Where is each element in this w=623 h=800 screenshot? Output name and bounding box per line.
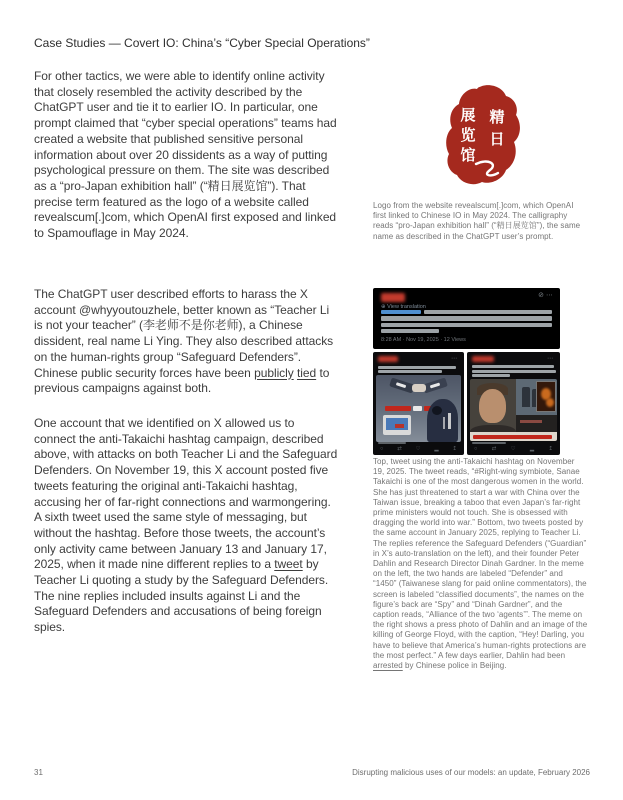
seal-char-zhan: 展	[460, 107, 476, 124]
inline-link[interactable]: arrested	[373, 661, 403, 671]
more-icon: ⋯	[546, 292, 555, 299]
text-segment: to previous campaigns against both.	[34, 365, 330, 396]
inline-link[interactable]: tweet	[274, 557, 303, 572]
handshake-sleeve-left	[389, 378, 415, 394]
body-paragraph	[34, 287, 338, 397]
engagement-row	[377, 446, 460, 453]
globe-icon: ⊕	[381, 303, 386, 310]
meme-image-dahlin-photo	[470, 379, 557, 441]
photo-strip-dark	[516, 415, 557, 432]
meme-caption-text-red	[385, 406, 411, 411]
inline-link[interactable]: tied	[297, 365, 317, 380]
tweet-card-bottom-left	[373, 352, 464, 455]
page-title: Case Studies — Covert IO: China’s “Cyber Special Operations”	[34, 36, 370, 50]
engagement-row	[471, 446, 556, 453]
page-number: 31	[34, 768, 43, 777]
more-icon: ⋯	[547, 356, 555, 362]
share-icon[interactable]: ↥	[452, 446, 457, 452]
views-icon[interactable]: ▂	[434, 446, 439, 452]
meme-image-alliance-of-agents	[376, 375, 461, 442]
tweet-card-bottom-right	[467, 352, 560, 455]
tweet-card-top	[373, 288, 560, 349]
handshake-sleeve-right	[422, 378, 448, 394]
tweet-text-line	[472, 370, 556, 373]
repost-icon[interactable]: ⇄	[397, 446, 402, 452]
hooded-spy-figure	[427, 399, 458, 442]
text-segment: The ChatGPT user described efforts to harass the X account @whyyoutouzhele, better known as “Teacher Li is not your teacher” (李老师不是你老师), a Chinese dissident, real name Li Ying. They also described attacks on the human-rights group “Safeguard Defenders”. Chinese public security forces have been	[34, 287, 334, 380]
text-segment: by Chinese police in Beijing.	[402, 661, 507, 671]
tweet-text-line	[381, 329, 439, 333]
view-translation-link[interactable]	[381, 304, 426, 310]
seal-char-ri: 日	[489, 131, 505, 148]
tweet-meta-blur	[472, 442, 506, 445]
views-icon[interactable]: ▂	[529, 446, 535, 452]
like-icon[interactable]: ♡	[510, 446, 516, 452]
tweet-text-line	[472, 365, 554, 368]
tweet-meta-blur	[378, 442, 406, 445]
text-segment: Logo from the website revealscum[.]com, which OpenAI first linked to Chinese IO in May 2024. The calligraphy reads “pro-Japan exhibition hall” (“精日展览馆”), the same name as described in the ChatGPT user’s prompt.	[373, 201, 581, 241]
view-translation-label: View translation	[387, 303, 426, 310]
redacted-account-name	[472, 356, 494, 362]
redacted-account-name	[378, 356, 398, 362]
seal-char-jing: 精	[489, 109, 505, 126]
seal-char-guan: 馆	[460, 147, 476, 164]
tweet-screenshots-figure	[373, 288, 560, 455]
inline-link[interactable]: publicly	[254, 365, 294, 380]
seal-char-lan: 览	[460, 127, 476, 144]
reply-icon[interactable]: ○	[380, 446, 384, 452]
handshake-hands	[412, 384, 426, 392]
tweet-top-icons	[538, 291, 555, 299]
seal-blob	[446, 84, 524, 186]
tweet-text-line	[424, 310, 552, 314]
repost-icon[interactable]: ⇄	[491, 446, 497, 452]
tweet-text-line	[472, 374, 510, 377]
figure-caption-seal	[373, 201, 588, 242]
like-icon[interactable]: ♡	[415, 446, 421, 452]
reply-icon[interactable]: ○	[474, 446, 478, 452]
footer-document-title: Disrupting malicious uses of our models: an update, February 2026	[352, 768, 590, 777]
seal-logo-image	[446, 84, 524, 186]
tweet-text-line	[378, 366, 456, 369]
george-floyd-image	[536, 381, 556, 412]
tweet-timestamp: 8:28 AM · Nov 19, 2025 · 12 Views	[381, 336, 466, 343]
body-paragraph	[34, 69, 338, 242]
more-icon: ⋯	[451, 356, 459, 362]
share-icon[interactable]: ↥	[548, 446, 553, 452]
text-segment: For other tactics, we were able to identify online activity that closely resembled the activity described by the ChatGPT user and tie it to earlier IO. In particular, one prompt claimed that “cyber special operations” teams had created a website that published sensitive personal information about over 20 dissidents as a way of putting psychological pressure on them. The site was described as a “pro-Japan exhibition hall” (“精日展览馆”). That precise term featured as the logo of a website called revealscum[.]com, which OpenAI first exposed and linked to Spamouflage in May 2024.	[34, 69, 337, 241]
tweet-text-line	[378, 370, 442, 373]
body-paragraph	[34, 416, 338, 636]
text-segment: One account that we identified on X allowed us to connect the anti-Takaichi hashtag campaign, described above, with attacks on both Teacher Li and the Safeguard Defenders. On November 19, this X account posted five tweets featuring the original anti-Takaichi hashtag, accusing her of far-right connections and warmongering. A sixth tweet used the same style of messaging, but without the hashtag. Before those tweets, the account’s only activity came between January 13 and January 17, 2025, when it made nine different replies to a	[34, 416, 338, 572]
meme-caption-text-white	[413, 406, 422, 411]
text-segment: Top, tweet using the anti-Takaichi hashtag on November 19, 2025. The tweet reads, “#Right-wing symbiote, Sanae Takaichi is one of the most dangerous women in the world. She has just threatened to start a war with China over the Taiwan issue, breaking a taboo that even Japan’s far-right prime ministers would not touch. She is obsessed with dragging the world into war.” Bottom, two tweets posted by the same account in January 2025, replying to Teacher Li. The replies reference the Safeguard Defenders (“Guardian” in X’s auto-translation on the left), and their founder Peter Dahlin and Research Director Dinah Gardner. In the meme on the left, the two hands are labeled “Defender” and “1450” (Taiwanese slang for paid online commentators), the screen is labeled “classified documents”, the names on the figure’s back are “Spy” and “Dinah Gardner”, and the caption reads, “Alliance of the two ‘agents’”. The meme on the right shows a press photo of Dahlin and an image of the killing of George Floyd, with the caption, “Hey! Darling, you have to believe that America’s human-rights protections are the most perfect.” A few days earlier, Dahlin had been	[373, 457, 588, 660]
grok-icon: ⊘	[538, 292, 546, 299]
classified-documents-monitor	[383, 415, 411, 435]
meme-caption-text-red	[473, 435, 552, 439]
figure-caption-tweets	[373, 457, 588, 671]
text-segment: by Teacher Li quoting a study by the Safeguard Defenders. The nine replies included insults against Li and the Safeguard Defenders and accusations of being foreign spies.	[34, 557, 329, 635]
meme-caption-strip	[470, 432, 557, 441]
tweet-hashtag-text-blur	[381, 310, 421, 314]
redacted-account-name	[381, 293, 405, 302]
tweet-text-line	[381, 316, 552, 320]
tweet-text-line	[381, 323, 552, 327]
